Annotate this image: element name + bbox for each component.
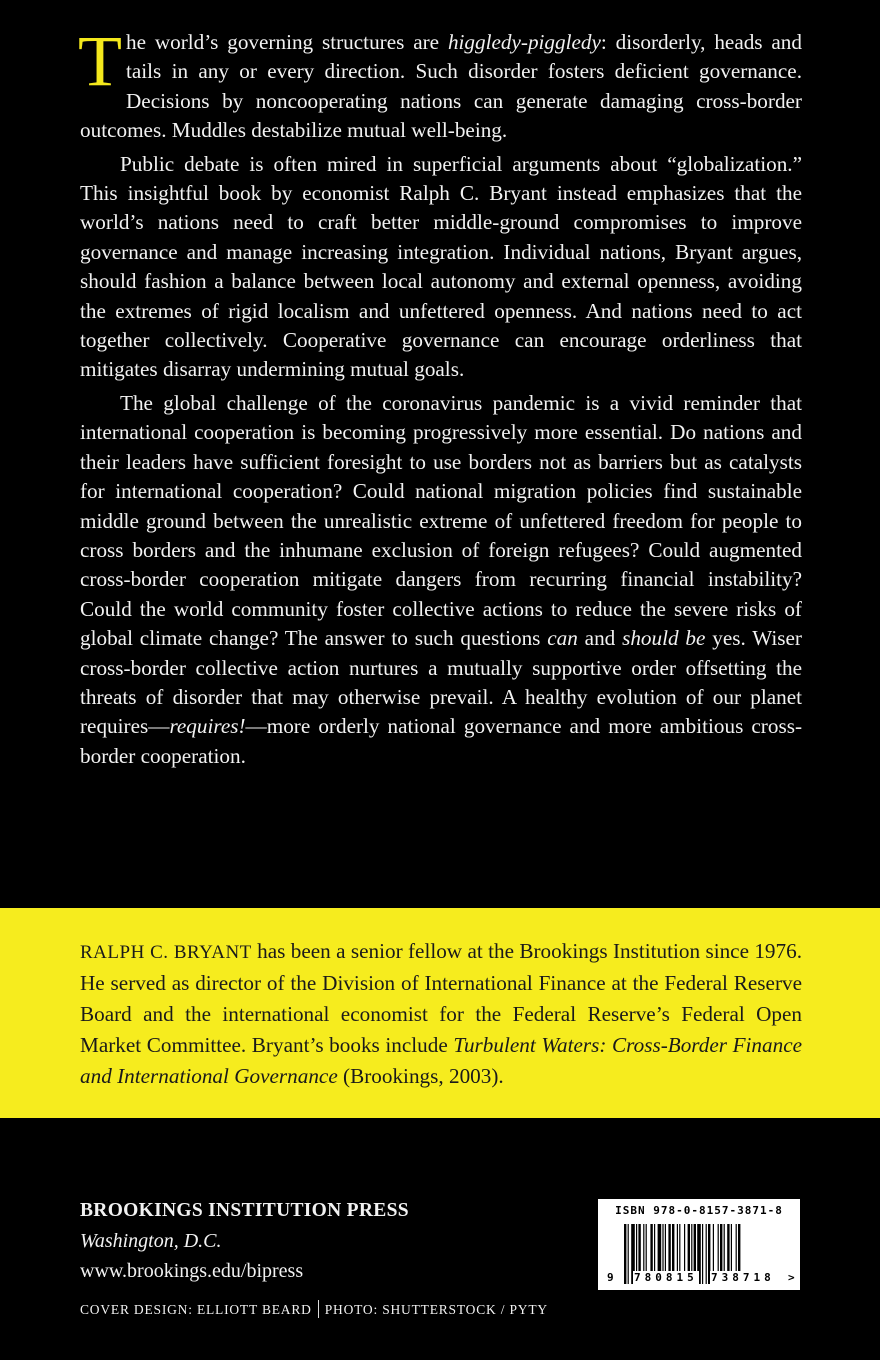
text: : disorderly, heads and tails in any or every direction. Such disorder fosters deficient governance. Decisions by noncooperating nations can generate damaging cross-border outcomes. Muddles destabilize mutual well-being. [80,30,802,143]
isbn-barcode [598,1199,800,1290]
barcode-digit-lead: 9 [607,1271,614,1284]
text: Public debate is often mired in superficial arguments about “globalization.” This insightful book by economist Ralph C. Bryant instead emphasizes that the world’s nations need to craft better middle-ground compromises to improve governance and manage increasing integration. Individual nations, Bryant argues, should fashion a balance between local autonomy and external openness, avoiding the extremes of rigid localism and unfettered openness. And nations need to act together collectively. Cooperative governance can encourage orderliness that mitigates disarray undermining mutual goals. [80,151,802,382]
publisher-city: Washington, D.C. [80,1230,222,1252]
segments [80,391,802,768]
isbn-text: ISBN 978-0-8157-3871-8 [615,1204,783,1217]
author-name: RALPH C. BRYANT [80,942,252,963]
italic-text: requires! [169,714,246,739]
italic-text: can [547,626,578,651]
text: yes. Wiser cross-border collective action nurtures a mutually supportive order offsetting the threats of disorder that may otherwise prevail. A healthy evolution of our planet requires— [80,626,802,739]
divider [318,1300,319,1318]
text: The global challenge of the coronavirus pandemic is a vivid reminder that international cooperation is becoming progressively more essential. Do nations and their leaders have sufficient foresight to use borders not as barriers but as catalysts for international cooperation? Could national migration policies find sustainable middle ground between the unrealistic extreme of unfettered freedom for people to cross borders and the inhumane exclusion of foreign refugees? Could augmented cross-border cooperation mitigate dangers from recurring financial instability? Could the world community foster collective actions to reduce the severe risks of global climate change? The answer to such questions [80,390,802,651]
text: he world’s governing structures are [125,30,448,54]
segments [78,21,802,143]
publisher-block [80,1196,409,1286]
publisher-url: www.brookings.edu/bipress [80,1260,304,1282]
barcode-bar [702,1224,703,1284]
cover-credits [80,1300,548,1318]
blurb-paragraph [78,21,802,146]
blurb-paragraph [80,389,802,771]
back-cover-blurb [78,21,802,775]
italic-text: higgledy-piggledy [447,30,601,54]
barcode-bar [624,1224,626,1284]
text: has been a senior fellow at the Brookings Institution since 1976. He served as director of the Division of International Finance at the Federal Reserve Board and the international economist for the Federal Reserve’s Federal Open Market Committee. Bryant’s books include [80,939,803,1057]
text: (Brookings, 2003). [337,1064,504,1088]
barcode-digits-left: 780815 [634,1271,698,1284]
author-bio [80,936,802,1092]
text: and [577,626,623,651]
italic-text: should be [622,626,706,651]
drop-cap: T [78,21,122,101]
segments [80,152,802,382]
barcode-bar [628,1224,629,1284]
text: —more orderly national governance and more ambitious cross-border cooperation. [80,714,802,768]
design-credit: COVER DESIGN: ELLIOTT BEARD [80,1302,312,1317]
blurb-paragraph [80,150,802,385]
italic-text: Turbulent Waters: Cross-Border Finance and International Governance [80,1033,802,1088]
barcode-digits-right: 738718 [711,1271,775,1284]
barcode-bar [706,1224,707,1284]
publisher-name: BROOKINGS INSTITUTION PRESS [80,1200,409,1221]
barcode-quiet-marker: > [788,1271,795,1284]
author-bio-band [0,908,880,1118]
photo-credit: PHOTO: SHUTTERSTOCK / PYTY [324,1302,548,1317]
